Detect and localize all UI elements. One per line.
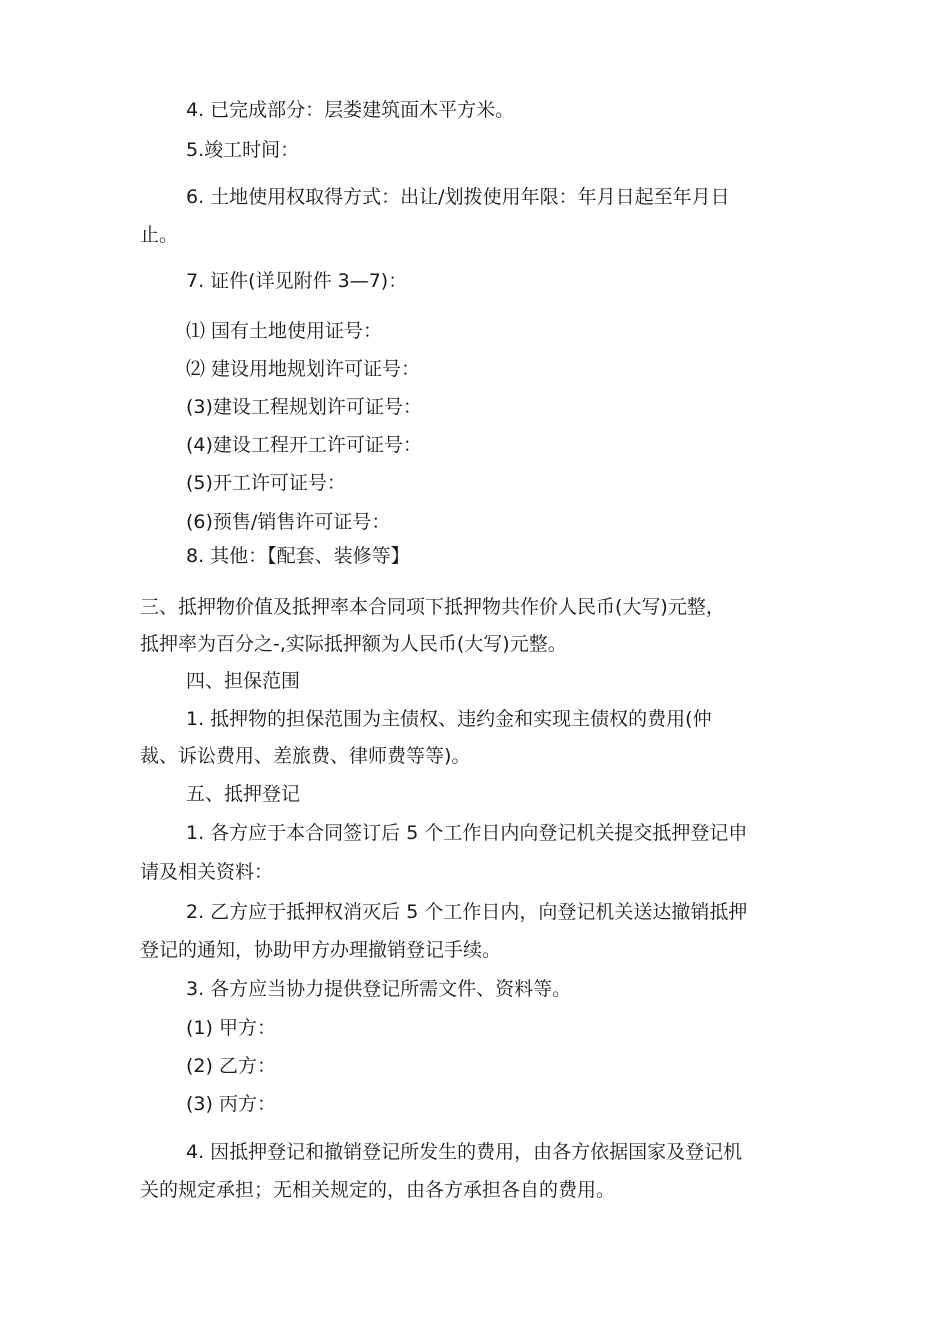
- text-line: (3)建设工程规划许可证号：: [186, 396, 422, 418]
- text-line: (2) 乙方：: [186, 1055, 276, 1077]
- text-line: 6. 土地使用权取得方式：出让/划拨使用年限：年月日起至年月日: [186, 186, 730, 208]
- text-line: (5)开工许可证号：: [186, 472, 346, 494]
- text-line: (1) 甲方：: [186, 1017, 276, 1039]
- text-line: 止。: [140, 224, 179, 246]
- text-line: 请及相关资料：: [140, 861, 274, 883]
- text-line: 抵押率为百分之-,实际抵押额为人民币(大写)元整。: [140, 633, 567, 655]
- text-line: 5.竣工时间：: [186, 139, 300, 161]
- text-line: 2. 乙方应于抵押权消灭后 5 个工作日内，向登记机关送达撤销抵押: [186, 901, 748, 923]
- text-line: 裁、诉讼费用、差旅费、律师费等等)。: [140, 745, 471, 767]
- text-line: 4. 已完成部分：层娄建筑面木平方米。: [186, 99, 515, 121]
- text-line: (6)预售/销售许可证号：: [186, 511, 391, 533]
- text-line: 关的规定承担；无相关规定的，由各方承担各自的费用。: [140, 1179, 616, 1201]
- text-line: 登记的通知，协助甲方办理撤销登记手续。: [140, 939, 502, 961]
- section-heading: 四、担保范围: [186, 670, 301, 692]
- text-line: 3. 各方应当协力提供登记所需文件、资料等。: [186, 978, 572, 1000]
- text-line: 7. 证件(详见附件 3—7)：: [186, 270, 408, 292]
- text-line: ⑴ 国有土地使用证号：: [186, 320, 383, 342]
- text-line: 8. 其他：【配套、装修等】: [186, 545, 410, 567]
- text-line: 4. 因抵押登记和撤销登记所发生的费用，由各方依据国家及登记机: [186, 1141, 743, 1163]
- section-heading: 五、抵押登记: [186, 783, 301, 805]
- text-line: 1. 抵押物的担保范围为主债权、违约金和实现主债权的费用(仲: [186, 708, 712, 730]
- text-line: (3) 丙方：: [186, 1093, 276, 1115]
- text-line: 1. 各方应于本合同签订后 5 个工作日内向登记机关提交抵押登记申: [186, 822, 748, 844]
- text-line: 三、抵押物价值及抵押率本合同项下抵押物共作价人民币(大写)元整，: [140, 596, 725, 618]
- text-line: ⑵ 建设用地规划许可证号：: [186, 358, 421, 380]
- text-line: (4)建设工程开工许可证号：: [186, 434, 422, 456]
